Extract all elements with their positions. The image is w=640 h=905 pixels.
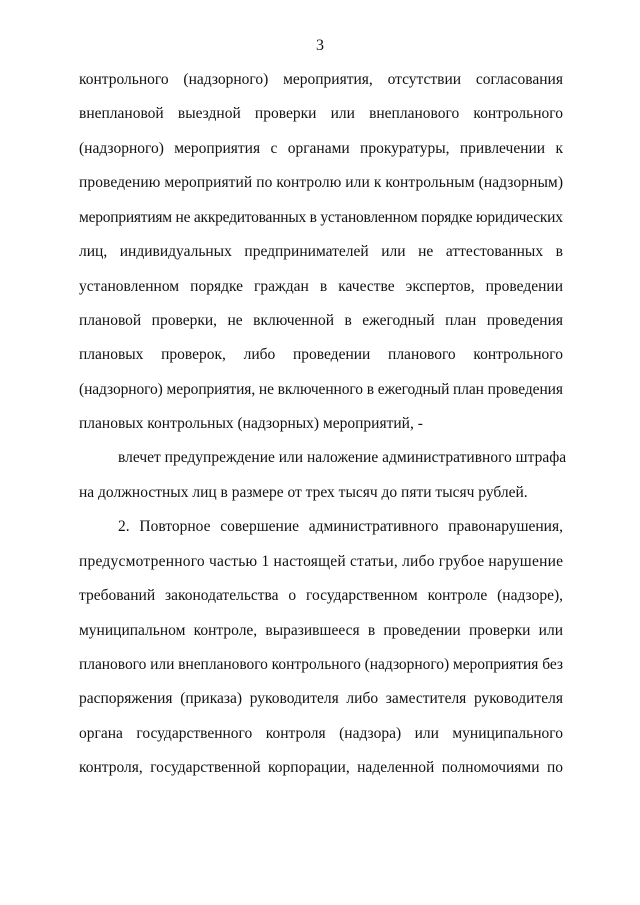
word: мероприятия <box>174 140 261 157</box>
word: муниципальном <box>79 622 186 639</box>
word: административного <box>308 518 439 535</box>
word: государственном <box>306 587 418 604</box>
word: проведении <box>485 278 563 295</box>
text-line <box>0 482 640 504</box>
word: 2. <box>118 518 130 535</box>
text-line <box>0 103 640 125</box>
text-line <box>0 688 640 710</box>
word: контрольного <box>79 71 169 88</box>
word: проверки, <box>151 312 218 329</box>
text-line <box>0 757 640 779</box>
word: заместителя <box>385 690 467 707</box>
word: полномочиями <box>441 759 540 776</box>
word: (надзоре), <box>497 587 563 604</box>
text-line <box>0 241 640 263</box>
text-line <box>0 344 640 366</box>
word: проверки <box>468 622 531 639</box>
text-line <box>0 172 640 194</box>
word: (надзорного) мероприятия, не включенного в ежегодный план проведения <box>79 381 563 398</box>
word: порядке <box>190 278 243 295</box>
word: Повторное <box>139 518 211 535</box>
word: к <box>555 140 563 157</box>
word: проведении <box>292 346 371 363</box>
text-line <box>0 138 640 160</box>
text-line <box>0 447 640 469</box>
word: органа <box>79 725 123 742</box>
word: или <box>330 105 355 122</box>
word: законодательства <box>164 587 279 604</box>
word: план <box>445 312 477 329</box>
word: проверки <box>254 105 317 122</box>
word: согласования <box>475 71 563 88</box>
word: планового <box>388 346 456 363</box>
word: или <box>538 622 563 639</box>
word: плановой <box>79 312 142 329</box>
word: влечет предупреждение или наложение административного штрафа <box>118 449 567 466</box>
word: контроля, <box>79 759 143 776</box>
word: требований <box>79 587 156 604</box>
word: экспертов, <box>405 278 475 295</box>
text-line <box>0 413 640 435</box>
page-number: 3 <box>316 37 324 54</box>
word: установленном <box>79 278 180 295</box>
word: лиц, <box>79 243 108 260</box>
word: включенной <box>253 312 335 329</box>
word: предпринимателей <box>244 243 369 260</box>
word: отсутствии <box>387 71 462 88</box>
word: проведении <box>383 622 461 639</box>
word: аттестованных <box>445 243 544 260</box>
word: контрольного <box>473 105 563 122</box>
text-line <box>0 379 640 401</box>
text-line <box>0 551 640 573</box>
text-line <box>0 69 640 91</box>
word: с <box>270 140 278 157</box>
word: на должностных лиц в размере от трех тысяч до пяти тысяч рублей. <box>79 484 528 501</box>
word: внепланового <box>369 105 460 122</box>
text-line <box>0 654 640 676</box>
word: выразившееся <box>265 622 360 639</box>
word: привлечении <box>459 140 546 157</box>
word: (надзорного) <box>183 71 269 88</box>
word: либо <box>346 690 379 707</box>
word: муниципального <box>452 725 563 742</box>
text-line <box>0 620 640 642</box>
word: или <box>414 725 439 742</box>
word: ежегодный <box>362 312 435 329</box>
word: контрольного <box>473 346 563 363</box>
word: предусмотренного частью 1 настоящей статьи, либо грубое нарушение <box>79 553 564 570</box>
word: или <box>381 243 406 260</box>
word: корпорации, <box>268 759 350 776</box>
word: (надзорного) <box>79 140 164 157</box>
word: либо <box>243 346 276 363</box>
word: государственного <box>136 725 253 742</box>
word: индивидуальных <box>119 243 232 260</box>
word: (приказа) <box>180 690 243 707</box>
word: наделенной <box>357 759 435 776</box>
word: распоряжения <box>79 690 173 707</box>
word: внеплановой <box>79 105 164 122</box>
word: государственной <box>150 759 261 776</box>
text-line <box>0 207 640 229</box>
text-line <box>0 585 640 607</box>
word: правонарушения, <box>448 518 563 535</box>
text-line <box>0 516 640 538</box>
word: контроле, <box>193 622 258 639</box>
word: по <box>546 759 563 776</box>
word: плановых контрольных (надзорных) мероприятий, - <box>79 415 423 432</box>
word: прокуратуры, <box>360 140 450 157</box>
word: качестве <box>338 278 395 295</box>
word: в <box>344 312 352 329</box>
word: органами <box>287 140 350 157</box>
text-line <box>0 723 640 745</box>
text-line <box>0 276 640 298</box>
word: мероприятия, <box>283 71 373 88</box>
word: в <box>319 278 328 295</box>
word: о <box>288 587 297 604</box>
word: проведению мероприятий по контролю или к контрольным (надзорным) <box>79 174 564 191</box>
word: контроле <box>427 587 488 604</box>
word: граждан <box>254 278 309 295</box>
word: не <box>227 312 243 329</box>
word: руководителя <box>249 690 339 707</box>
word: не <box>418 243 434 260</box>
word: в <box>367 622 376 639</box>
word: руководителя <box>473 690 563 707</box>
word: мероприятиям не аккредитованных в установленном порядке юридических <box>79 209 563 226</box>
word: контроля <box>265 725 326 742</box>
word: проведения <box>486 312 563 329</box>
word: в <box>555 243 563 260</box>
word: совершение <box>220 518 299 535</box>
word: проверок, <box>161 346 226 363</box>
word: плановых <box>79 346 144 363</box>
word: (надзора) <box>339 725 402 742</box>
word: планового или внепланового контрольного (надзорного) мероприятия без <box>79 656 563 673</box>
word: выездной <box>177 105 241 122</box>
text-line <box>0 310 640 332</box>
